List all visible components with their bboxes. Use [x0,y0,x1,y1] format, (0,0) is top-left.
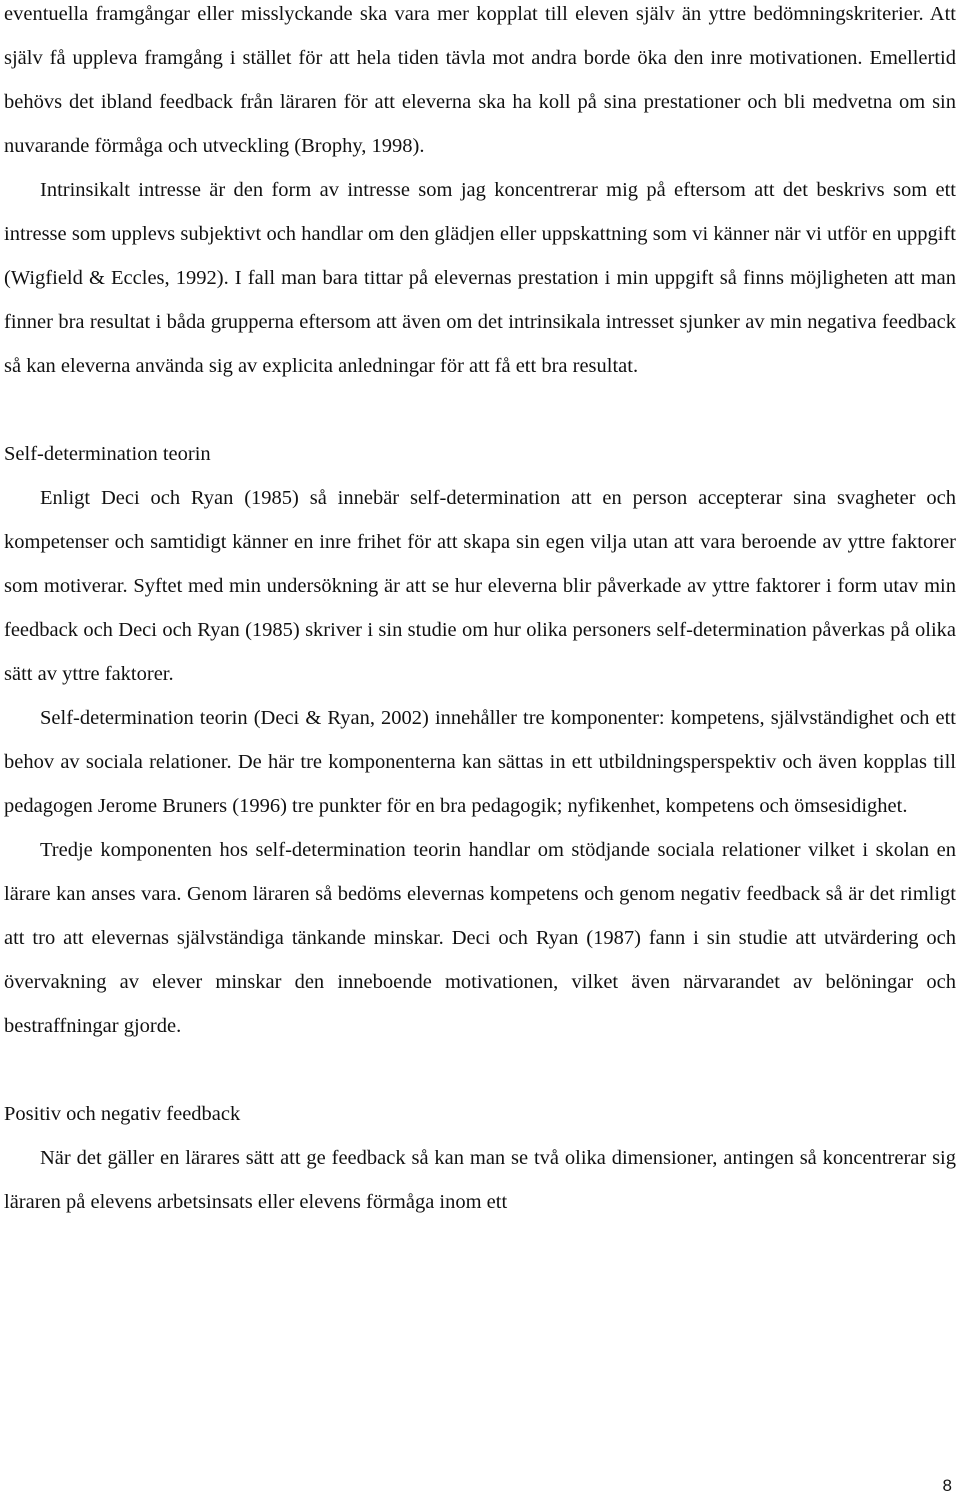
body-paragraph: Intrinsikalt intresse är den form av intresse som jag koncentrerar mig på eftersom att det beskrivs som ett intresse som upplevs subjektivt och handlar om den glädjen eller uppskattning som vi känner när vi utför en uppgift (Wigfield & Eccles, 1992). I fall man bara tittar på elevernas prestation i min uppgift så finns möjligheten att man finner bra resultat i båda grupperna eftersom att även om det intrinsikala intresset sjunker av min negativa feedback så kan eleverna använda sig av explicita anledningar för att få ett bra resultat. [4,179,956,377]
body-paragraph: Enligt Deci och Ryan (1985) så innebär self-determination att en person accepterar sina svagheter och kompetenser och samtidigt känner en inre frihet för att skapa sin egen vilja utan att vara beroende av yttre faktorer som motiverar. Syftet med min undersökning är att se hur eleverna blir påverkade av yttre faktorer i form utav min feedback och Deci och Ryan (1985) skriver i sin studie om hur olika personers self-determination påverkas på olika sätt av yttre faktorer. [4,487,956,685]
body-paragraph: Self-determination teorin (Deci & Ryan, 2002) innehåller tre komponenter: kompetens, självständighet och ett behov av sociala relationer. De här tre komponenterna kan sättas in ett utbildningsperspektiv och även kopplas till pedagogen Jerome Bruners (1996) tre punkter för en bra pedagogik; nyfikenhet, kompetens och ömsesidighet. [4,707,956,817]
document-page [4,0,956,1224]
body-paragraph: När det gäller en lärares sätt att ge feedback så kan man se två olika dimensioner, antingen så koncentrerar sig läraren på elevens arbetsinsats eller elevens förmåga inom ett [4,1147,956,1213]
section-heading-feedback: Positiv och negativ feedback [4,1103,241,1125]
page-number: 8 [942,1476,952,1495]
body-paragraph: eventuella framgångar eller misslyckande ska vara mer kopplat till eleven själv än yttre bedömningskriterier. Att själv få uppleva framgång i stället för att hela tiden tävla mot andra borde öka den inre motivationen. Emellertid behövs det ibland feedback från läraren för att eleverna ska ha koll på sina prestationer och bli medvetna om sin nuvarande förmåga och utveckling (Brophy, 1998). [4,3,956,157]
section-heading-self-determination: Self-determination teorin [4,443,211,465]
body-paragraph: Tredje komponenten hos self-determination teorin handlar om stödjande sociala relationer vilket i skolan en lärare kan anses vara. Genom läraren så bedöms elevernas kompetens och genom negativ feedback så är det rimligt att tro att elevernas självständiga tänkande minskar. Deci och Ryan (1987) fann i sin studie att utvärdering och övervakning av elever minskar den inneboende motivationen, vilket även närvarandet av belöningar och bestraffningar gjorde. [4,839,956,1037]
